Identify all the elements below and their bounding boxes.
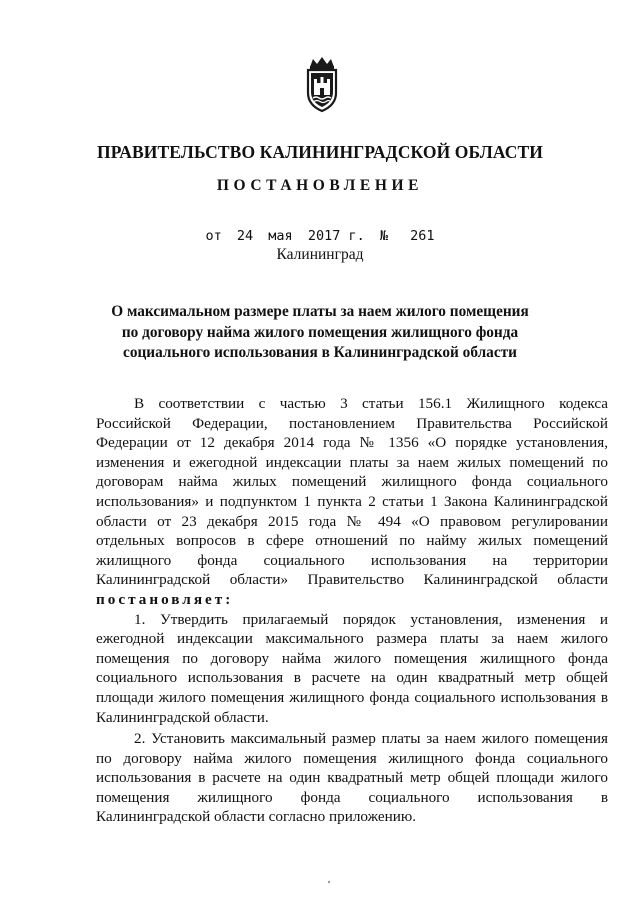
- subject-line: по договору найма жилого помещения жилищного фонда: [121, 323, 519, 341]
- preamble-line: Российской Федерации, постановлением Правительства Российской: [96, 414, 608, 432]
- scan-speck: [328, 881, 330, 883]
- decree-subject: [0, 302, 640, 364]
- date-prefix: от: [205, 228, 222, 244]
- preamble-line: отдельных вопросов в сфере отношений по найму жилых помещений: [96, 532, 608, 550]
- decree-date-number: [0, 228, 640, 244]
- government-title: ПРАВИТЕЛЬСТВО КАЛИНИНГРАДСКОЙ ОБЛАСТИ: [97, 142, 543, 162]
- subject-line: О максимальном размере платы за наем жилого помещения: [111, 303, 529, 320]
- item-1-line: Калининградской области.: [96, 708, 269, 726]
- preamble-line: В соответствии с частью 3 статьи 156.1 Жилищного кодекса: [134, 395, 608, 412]
- item-1-line: площади жилого помещения жилищного фонда социального использования в: [96, 688, 608, 706]
- preamble-line: Федерации от 12 декабря 2014 года № 1356 «О порядке установления,: [96, 434, 608, 452]
- item-1-line: ежегодной индексации максимального размера платы за наем жилого: [96, 630, 608, 648]
- item-1-line: помещения по договору найма жилого помещения жилищного фонда: [96, 649, 608, 667]
- decree-body: [96, 394, 608, 827]
- coat-of-arms-emblem: [302, 55, 342, 113]
- item-2-line: помещения жилищного фонда социального использования в: [96, 788, 608, 806]
- item-2-line: по договору найма жилого помещения жилищного фонда социального: [96, 749, 608, 767]
- decree-number: 261: [410, 228, 435, 244]
- preamble-line: использования» и подпунктом 1 пункта 2 статьи 1 Закона Калининградской: [96, 492, 608, 510]
- subject-line: социального использования в Калининградской области: [123, 344, 517, 361]
- city-name: Калининград: [276, 246, 364, 263]
- item-2-line: использования в расчете на один квадратный метр общей площади жилого: [96, 769, 608, 787]
- item-1-line: 1. Утвердить прилагаемый порядок установления, изменения и: [134, 610, 608, 628]
- number-sign: №: [379, 228, 388, 244]
- preamble-line: договорам найма жилых помещений жилищного фонда социального: [96, 473, 608, 491]
- item-2-line: 2. Установить максимальный размер платы за наем жилого помещения: [134, 730, 608, 748]
- date-year: 2017 г.: [307, 228, 365, 244]
- date-day: 24: [236, 228, 254, 244]
- item-2-line: Калининградской области согласно приложению.: [96, 808, 417, 826]
- document-type-title: ПОСТАНОВЛЕНИЕ: [216, 177, 424, 194]
- preamble-line: жилищного фонда социального использования на территории: [96, 551, 608, 569]
- item-1-line: социального использования в расчете на один квадратный метр общей: [96, 669, 608, 687]
- resolves-word: постановляет:: [96, 590, 234, 608]
- preamble-line: Калининградской области» Правительство Калининградской области: [96, 571, 608, 589]
- preamble-line: области от 23 декабря 2015 года № 494 «О правовом регулировании: [96, 512, 608, 530]
- date-month: мая: [268, 228, 293, 244]
- preamble-line: изменения и ежегодной индексации платы за наем жилых помещений по: [96, 453, 608, 471]
